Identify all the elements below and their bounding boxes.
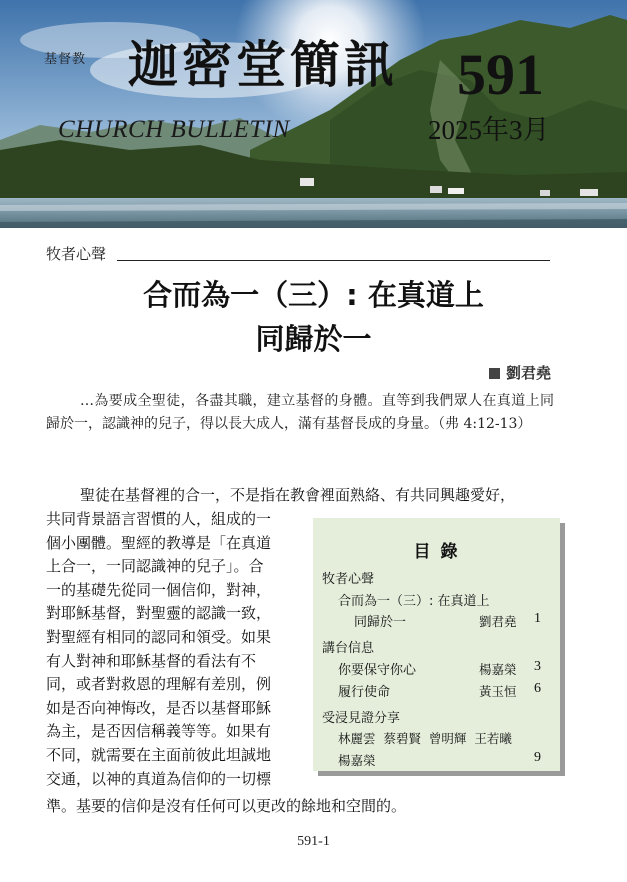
paragraph-line: 為主，是否因信稱義等等。如果有 — [46, 722, 272, 741]
issue-date: 2025年3月 — [428, 115, 550, 145]
contents-entry-author: 劉君堯 — [479, 614, 517, 629]
contents-box — [313, 518, 560, 771]
publication-title: 迦密堂簡訊 — [128, 35, 398, 94]
contents-section-heading: 講台信息 — [322, 641, 375, 656]
scripture-quote: …為要成全聖徒，各盡其職，建立基督的身體。直等到我們眾人在真道上同歸於一，認識神的兒子，得以長大成人，滿有基督長成的身量。（弗 4:12-13） — [46, 393, 554, 432]
article-title-line-2: 同歸於一 — [255, 322, 372, 356]
page-number: 591-1 — [297, 834, 330, 849]
contents-title: 目 錄 — [413, 542, 460, 562]
issue-number: 591 — [457, 42, 544, 107]
contents-entry-page: 3 — [534, 659, 541, 674]
contents-entry-title[interactable]: 同歸於一 — [354, 615, 407, 630]
contents-entry-author: 黃玉恒 — [479, 684, 517, 699]
paragraph-line: 交通，以神的真道為信仰的一切標 — [46, 769, 272, 788]
masthead-banner — [0, 0, 627, 228]
contents-section-heading: 牧者心聲 — [322, 572, 375, 587]
section-rule — [117, 260, 550, 261]
paragraph-line: 對聖經有相同的認同和領受。如果 — [46, 627, 272, 646]
contents-entry-title[interactable]: 你要保守你心 — [338, 663, 417, 678]
author-name: 劉君堯 — [505, 364, 551, 382]
article-title-line-1: 合而為一（三）: 在真道上 — [143, 278, 484, 312]
paragraph-line: 對耶穌基督，對聖靈的認識一致， — [46, 604, 272, 623]
paragraph-line: 有人對神和耶穌基督的看法有不 — [46, 651, 257, 670]
paragraph-line: 上合一，一同認識神的兒子」。合 — [46, 557, 264, 576]
contents-entry-authors[interactable]: 楊嘉榮 — [338, 753, 376, 768]
publication-english-title: CHURCH BULLETIN — [58, 116, 290, 143]
section-label: 牧者心聲 — [46, 245, 107, 263]
contents-entry-authors[interactable]: 林麗雲 蔡碧賢 曾明輝 王若曦 — [338, 731, 512, 746]
contents-section-heading: 受浸見證分享 — [322, 711, 401, 726]
paragraph-line: 個小團體。聖經的教導是「在真道 — [46, 533, 272, 552]
org-name: 基督教 — [44, 52, 87, 67]
contents-entry-title[interactable]: 合而為一（三）: 在真道上 — [338, 594, 490, 609]
paragraph-line: 共同背景語言習慣的人，組成的一 — [46, 510, 272, 528]
contents-entry-page: 9 — [534, 750, 541, 765]
square-bullet-icon — [489, 368, 500, 379]
paragraph-column — [46, 508, 298, 791]
contents-entry-page: 6 — [534, 681, 541, 696]
article-author — [489, 362, 551, 383]
contents-entry-title[interactable]: 履行使命 — [338, 685, 391, 700]
paragraph-line: 同，或者對救恩的理解有差別，例 — [46, 675, 272, 694]
contents-entry-page: 1 — [534, 611, 541, 626]
paragraph-line: 一的基礎先從同一個信仰，對神， — [46, 580, 272, 599]
paragraph-last-line: 準。基要的信仰是沒有任何可以更改的餘地和空間的。 — [46, 797, 407, 815]
paragraph-line: 如是否向神悔改，是否以基督耶穌 — [46, 698, 272, 717]
paragraph-line: 不同，就需要在主面前彼此坦誠地 — [46, 745, 272, 764]
paragraph-first-line: 聖徒在基督裡的合一，不是指在教會裡面熟絡、有共同興趣愛好， — [80, 486, 516, 504]
contents-entry-author: 楊嘉榮 — [479, 662, 517, 677]
